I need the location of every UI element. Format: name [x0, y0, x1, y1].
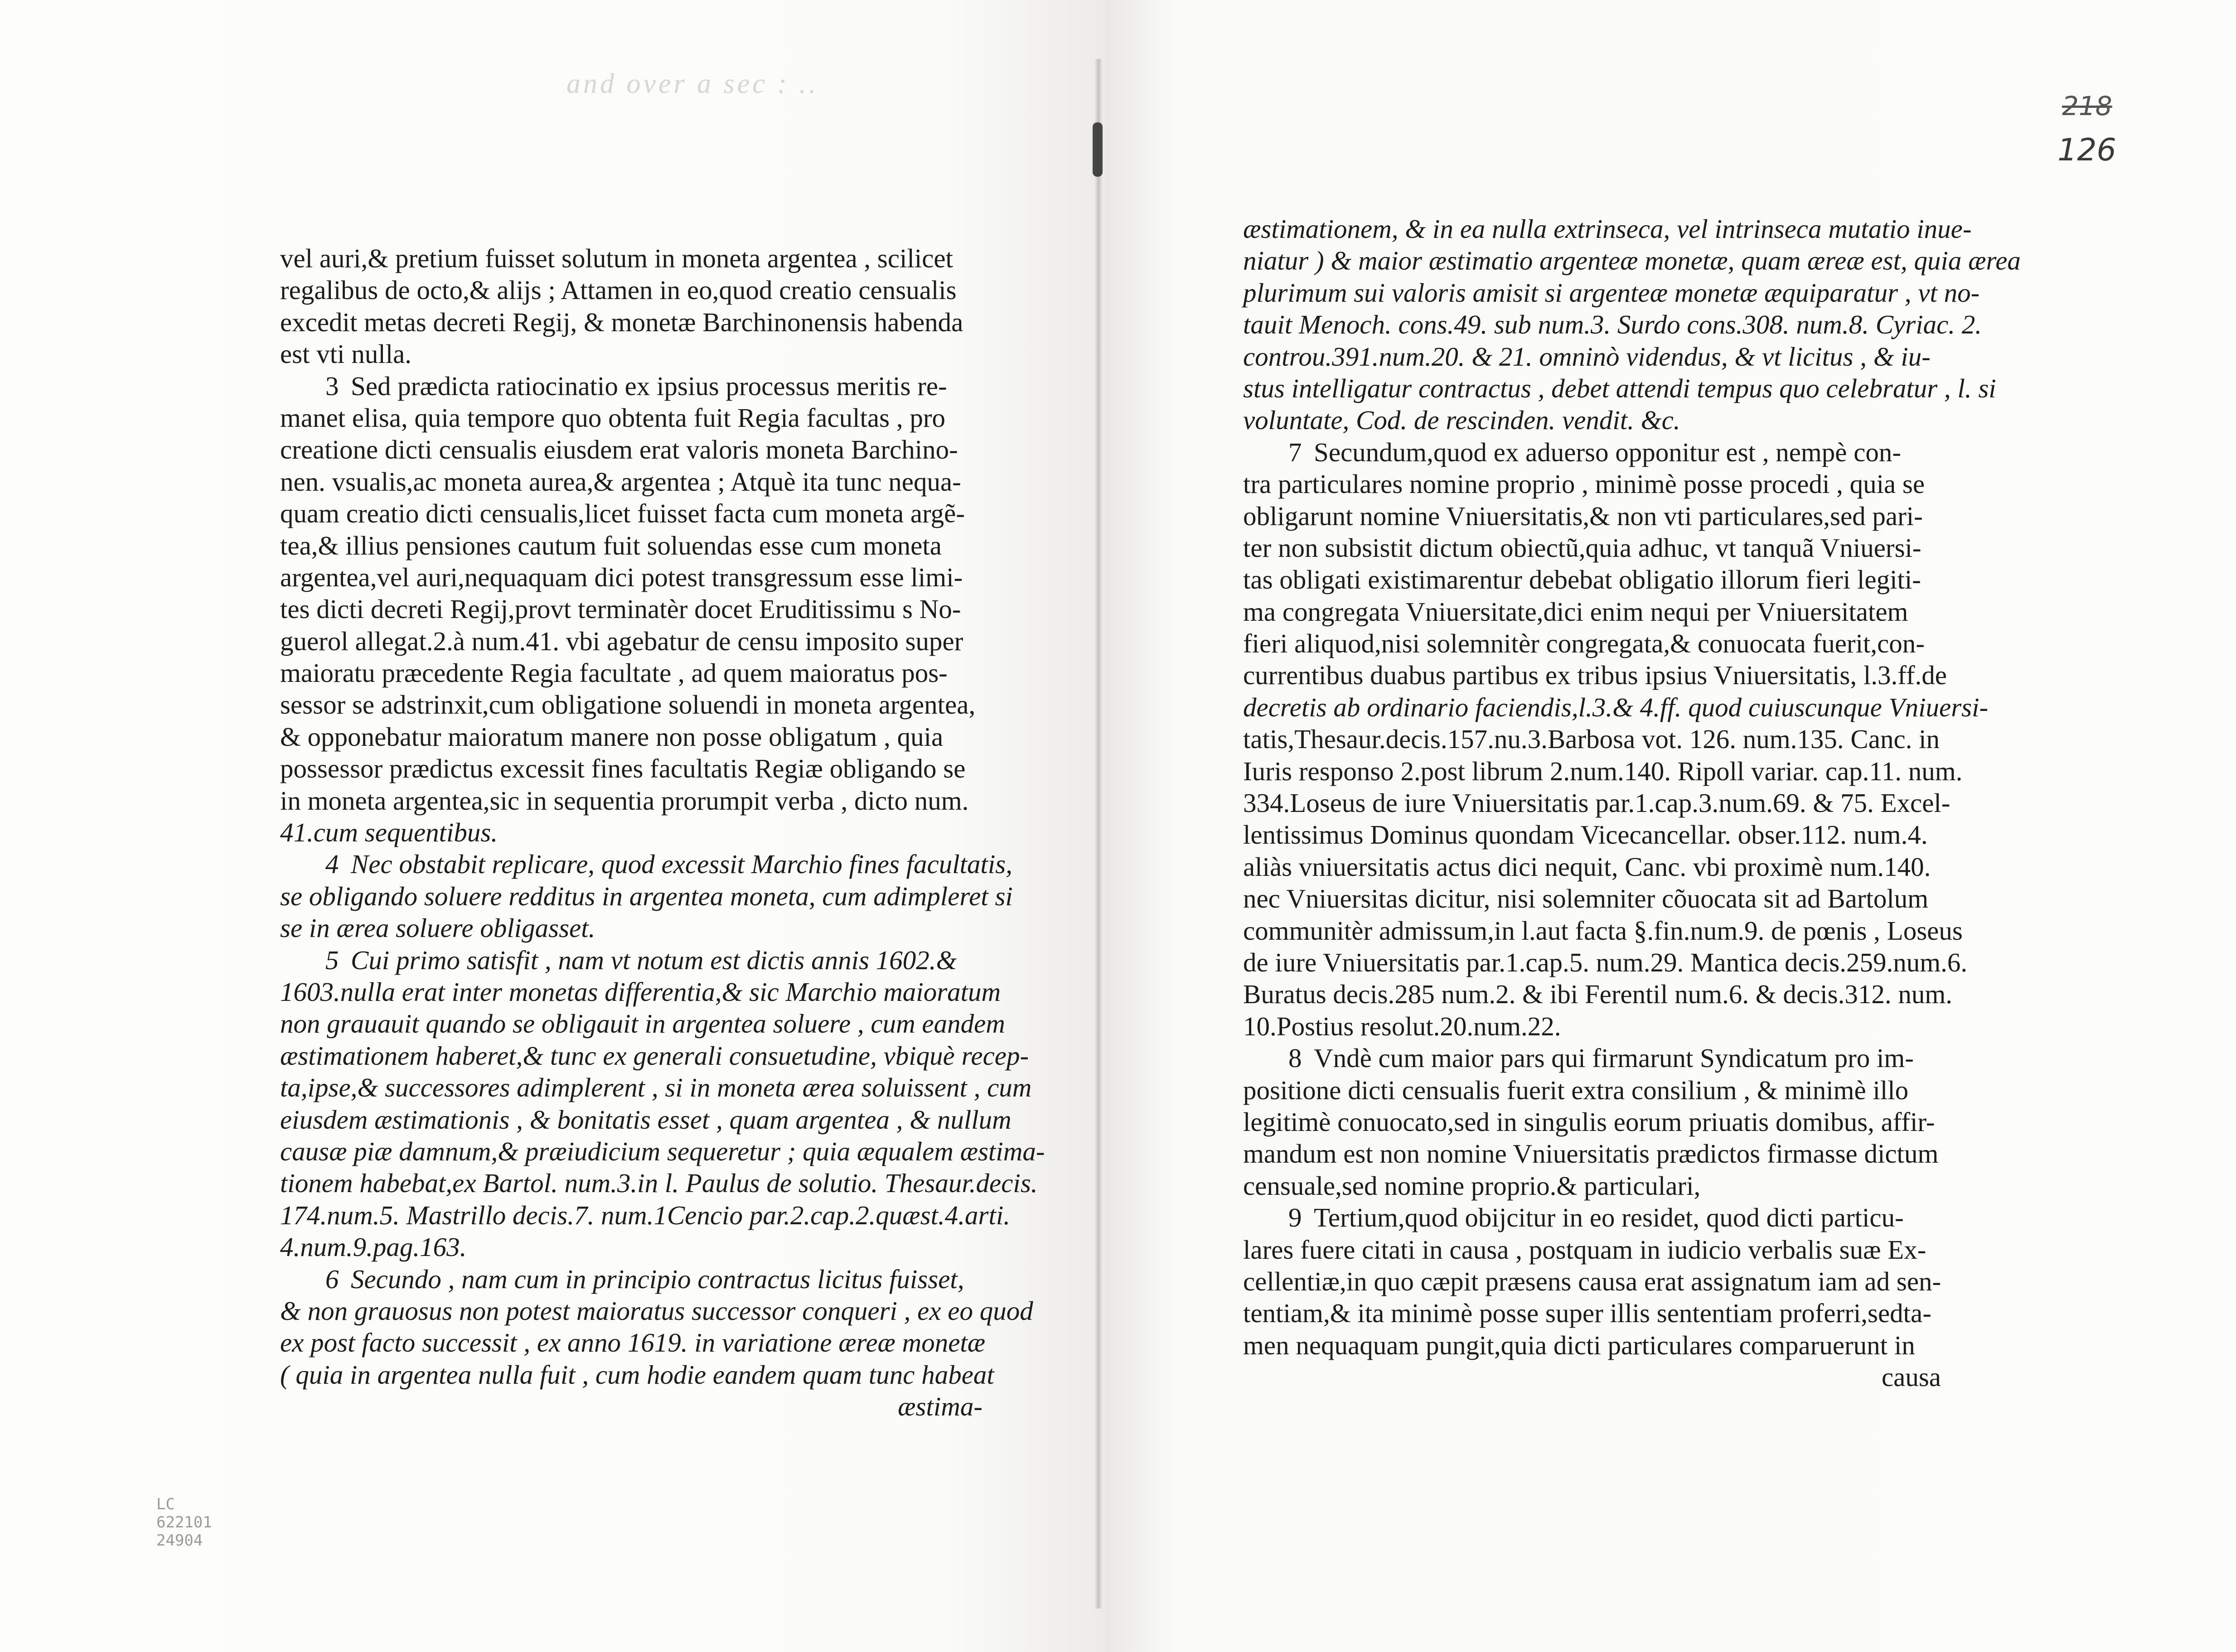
text-line: [280, 880, 1013, 912]
paragraph-number: 3: [325, 371, 339, 401]
text-line: [1243, 755, 1963, 787]
text-line: [1243, 1329, 1959, 1361]
text-line: [1243, 947, 1968, 978]
text-line: [280, 1199, 1011, 1231]
text-line: [280, 338, 1001, 370]
line-text: 41.cum sequentibus.: [280, 817, 498, 848]
text-line: [280, 306, 1001, 338]
paragraph-number: 9: [1288, 1203, 1302, 1233]
line-text: maioratu præcedente Regia facultate , ad quem maioratus pos-: [280, 658, 948, 688]
text-line: [1243, 564, 1959, 595]
line-text: communitèr admissum,in l.aut facta §.fin.num.9. de pœnis , Loseus: [1243, 915, 1963, 946]
line-text: argentea,vel auri,nequaquam dici potest transgressum esse limi-: [280, 562, 963, 592]
line-text: currentibus duabus partibus ex tribus ipsius Vniuersitatis, l.3.ff.de: [1243, 660, 1947, 691]
binding-thread: [1093, 122, 1103, 177]
text-line: [1243, 1074, 1959, 1106]
line-text: guerol allegat.2.à num.41. vbi agebatur de censu imposito super: [280, 626, 963, 656]
text-line: [1243, 787, 1959, 819]
right-page-text: [1243, 213, 2021, 1393]
text-line: [280, 944, 1001, 976]
line-text: tentiam,& ita minimè posse super illis sententiam proferri,sedta-: [1243, 1298, 1931, 1328]
left-page-text: [280, 242, 1045, 1422]
text-line: [280, 912, 1001, 944]
line-text: Vndè cum maior pars qui firmarunt Syndicatum pro im-: [1314, 1043, 1914, 1073]
text-line: [280, 1327, 1001, 1358]
text-line: [1243, 341, 1959, 372]
line-text: ter non subsistit dictum obiectũ,quia adhuc, vt tanquã Vniuersi-: [1243, 532, 1921, 563]
text-line: [1243, 1202, 1959, 1233]
paragraph-number: 5: [325, 945, 339, 975]
text-line: [280, 721, 1001, 753]
line-text: tas obligati existimarentur debebat obligatio illorum fieri legiti-: [1243, 565, 1921, 595]
text-line: [1243, 1042, 1959, 1074]
line-text: non grauauit quando se obligauit in argentea soluere , cum eandem: [280, 1009, 1005, 1039]
line-text: 174.num.5. Mastrillo decis.7. num.1Cencio par.2.cap.2.quæst.4.arti.: [280, 1200, 1011, 1230]
text-line: [280, 753, 1001, 784]
line-text: Tertium,quod obijcitur in eo residet, quod dicti particu-: [1314, 1203, 1904, 1233]
text-line: [1243, 1106, 1959, 1138]
line-text: nec Vniuersitas dicitur, nisi solemniter cõuocata sit ad Bartolum: [1243, 884, 1929, 914]
line-text: causæ piæ damnum,& præiudicium sequeretur ; quia æqualem æstima-: [280, 1136, 1045, 1166]
line-text: æstimationem haberet,& tunc ex generali consuetudine, vbiquè recep-: [280, 1040, 1029, 1071]
text-line: [1243, 1266, 1959, 1297]
text-line: [280, 1231, 1001, 1263]
text-line: [280, 402, 1001, 434]
text-line: [1243, 213, 1972, 245]
text-line: [280, 370, 1001, 402]
text-line: [280, 1391, 1001, 1422]
text-line: [280, 1359, 1001, 1391]
text-line: [280, 1295, 1033, 1327]
text-line: [1243, 1234, 1959, 1266]
text-line: [280, 1167, 1038, 1199]
text-line: [280, 1040, 1029, 1072]
line-text: eiusdem æstimationis , & bonitatis esset , quam argentea , & nullum: [280, 1104, 1012, 1135]
text-line: [280, 1135, 1045, 1167]
line-text: Sed prædicta ratiocinatio ex ipsius processus meritis re-: [351, 371, 947, 401]
line-text: Cui primo satisfit , nam vt notum est dictis annis 1602.&: [351, 945, 957, 975]
line-text: ( quia in argentea nulla fuit , cum hodie eandem quam tunc habeat: [280, 1359, 994, 1390]
text-line: [280, 1263, 1001, 1295]
line-text: nen. vsualis,ac moneta aurea,& argentea ; Atquè ita tunc nequa-: [280, 466, 961, 497]
text-line: [1243, 691, 1989, 723]
line-text: tes dicti decreti Regij,provt terminatèr docet Eruditissimu s No-: [280, 594, 961, 624]
text-line: [280, 530, 1001, 561]
line-text: est vti nulla.: [280, 339, 412, 369]
line-text: quam creatio dicti censualis,licet fuisset facta cum moneta argẽ-: [280, 498, 965, 529]
archive-stamp-line: 622101: [156, 1513, 212, 1531]
line-text: voluntate, Cod. de rescinden. vendit. &c.: [1243, 405, 1680, 435]
text-line: [1243, 532, 1959, 564]
line-text: Iuris responso 2.post librum 2.num.140. Ripoll variar. cap.11. num.: [1243, 756, 1963, 786]
line-text: possessor prædictus excessit fines facultatis Regiæ obligando se: [280, 754, 966, 784]
line-text: se obligando soluere redditus in argentea moneta, cum adimpleret si: [280, 881, 1013, 911]
line-text: lentissimus Dominus quondam Vicecancellar. obser.112. num.4.: [1243, 820, 1928, 850]
line-text: æstimationem, & in ea nulla extrinseca, vel intrinseca mutatio inue-: [1243, 214, 1972, 244]
line-text: se in ærea soluere obligasset.: [280, 913, 595, 943]
bleed-through-text: and over a sec : ..: [566, 68, 819, 99]
text-line: [1243, 1361, 1959, 1393]
line-text: manet elisa, quia tempore quo obtenta fuit Regia facultas , pro: [280, 402, 945, 433]
text-line: [1243, 277, 1980, 309]
text-line: [1243, 309, 1982, 340]
paragraph-number: 8: [1288, 1043, 1302, 1073]
text-line: [280, 785, 1001, 816]
line-text: ta,ipse,& successores adimplerent , si in moneta ærea soluissent , cum: [280, 1072, 1032, 1103]
line-text: mandum est non nomine Vniuersitatis prædictos firmasse dictum: [1243, 1139, 1939, 1169]
text-line: [280, 593, 1001, 625]
text-line: [280, 816, 1001, 848]
text-line: [280, 274, 1001, 306]
text-line: [280, 561, 1001, 593]
line-text: aliàs vniuersitatis actus dici nequit, Canc. vbi proximè num.140.: [1243, 851, 1931, 882]
line-text: cellentiæ,in quo cæpit præsens causa erat assignatum iam ad sen-: [1243, 1266, 1941, 1296]
line-text: sessor se adstrinxit,cum obligatione soluendi in moneta argentea,: [280, 690, 976, 720]
text-line: [1243, 468, 1959, 500]
line-text: censuale,sed nomine proprio.& particulari,: [1243, 1170, 1701, 1201]
line-text: in moneta argentea,sic in sequentia prorumpit verba , dicto num.: [280, 785, 969, 816]
text-line: [1243, 723, 1959, 755]
line-text: legitimè conuocato,sed in singulis eorum priuatis domibus, affir-: [1243, 1106, 1935, 1137]
text-line: [1243, 883, 1959, 914]
text-line: [1243, 1297, 1959, 1329]
line-text: men nequaquam pungit,quia dicti particulares comparuerunt in: [1243, 1330, 1915, 1360]
text-line: [1243, 915, 1963, 947]
paragraph-number: 7: [1288, 437, 1302, 467]
book-gutter: [1094, 59, 1103, 1609]
text-line: [1243, 596, 1959, 628]
line-text: niatur ) & maior æstimatio argenteæ monetæ, quam æreæ est, quia ærea: [1243, 246, 2021, 276]
text-line: [1243, 978, 1959, 1010]
text-line: [1243, 372, 1996, 404]
line-text: & opponebatur maioratum manere non posse obligatum , quia: [280, 721, 944, 752]
text-line: [280, 625, 1001, 657]
line-text: positione dicti censualis fuerit extra consilium , & minimè illo: [1243, 1075, 1909, 1105]
line-text: 334.Loseus de iure Vniuersitatis par.1.cap.3.num.69. & 75. Excel-: [1243, 788, 1950, 818]
text-line: [280, 1104, 1012, 1135]
line-text: obligarunt nomine Vniuersitatis,& non vti particulares,sed pari-: [1243, 501, 1923, 531]
line-text: controu.391.num.20. & 21. omninò videndus, & vt licitus , & iu-: [1243, 341, 1931, 372]
text-line: [280, 689, 1001, 720]
line-text: causa: [1881, 1362, 1941, 1392]
text-line: [280, 976, 1001, 1008]
line-text: tatis,Thesaur.decis.157.nu.3.Barbosa vot. 126. num.135. Canc. in: [1243, 724, 1940, 754]
text-line: [1243, 436, 1959, 468]
text-line: [1243, 1010, 1959, 1042]
text-line: [1243, 851, 1959, 883]
text-line: [1243, 1170, 1959, 1202]
text-line: [280, 848, 1012, 880]
line-text: regalibus de octo,& alijs ; Attamen in eo,quod creatio censualis: [280, 275, 957, 305]
line-text: 10.Postius resolut.20.num.22.: [1243, 1011, 1561, 1041]
line-text: 1603.nulla erat inter monetas differentia,& sic Marchio maioratum: [280, 976, 1001, 1007]
archive-stamp-line: LC: [156, 1495, 175, 1513]
paragraph-number: 4: [325, 849, 339, 879]
line-text: creatione dicti censualis eiusdem erat valoris moneta Barchino-: [280, 435, 958, 465]
text-line: [280, 1072, 1032, 1103]
line-text: 4.num.9.pag.163.: [280, 1232, 467, 1262]
text-line: [1243, 659, 1959, 691]
text-line: [1243, 819, 1959, 850]
line-text: Secundum,quod ex aduerso opponitur est , nempè con-: [1314, 437, 1902, 467]
line-text: vel auri,& pretium fuisset solutum in moneta argentea , scilicet: [280, 243, 953, 273]
line-text: æstima-: [898, 1391, 982, 1422]
text-line: [280, 242, 1001, 274]
line-text: tionem habebat,ex Bartol. num.3.in l. Paulus de solutio. Thesaur.decis.: [280, 1168, 1038, 1198]
line-text: de iure Vniuersitatis par.1.cap.5. num.29. Mantica decis.259.num.6.: [1243, 947, 1968, 977]
line-text: stus intelligatur contractus , debet attendi tempus quo celebratur , l. si: [1243, 373, 1996, 403]
line-text: tea,& illius pensiones cautum fuit soluendas esse cum moneta: [280, 530, 942, 560]
folio-number-new: 126: [2057, 132, 2116, 168]
line-text: Buratus decis.285 num.2. & ibi Ferentil num.6. & decis.312. num.: [1243, 979, 1952, 1010]
archive-stamp-line: 24904: [156, 1531, 203, 1550]
line-text: & non grauosus non potest maioratus successor conqueri , ex eo quod: [280, 1295, 1033, 1326]
line-text: fieri aliquod,nisi solemnitèr congregata,& conuocata fuerit,con-: [1243, 628, 1925, 659]
line-text: tauit Menoch. cons.49. sub num.3. Surdo cons.308. num.8. Cyriac. 2.: [1243, 309, 1982, 340]
line-text: ma congregata Vniuersitate,dici enim nequi per Vniuersitatem: [1243, 596, 1908, 627]
text-line: [280, 434, 1001, 465]
text-line: [1243, 1138, 1959, 1169]
line-text: plurimum sui valoris amisit si argenteæ monetæ æquiparatur , vt no-: [1243, 277, 1980, 308]
archive-stamp: [156, 1495, 212, 1550]
text-line: [280, 466, 1001, 498]
line-text: ex post facto successit , ex anno 1619. in variatione æreæ monetæ: [280, 1328, 986, 1358]
text-line: [1243, 404, 1959, 436]
text-line: [280, 657, 1001, 689]
paragraph-number: 6: [325, 1264, 339, 1294]
line-text: decretis ab ordinario faciendis,l.3.& 4.ff. quod cuiuscunque Vniuersi-: [1243, 692, 1989, 722]
text-line: [280, 1008, 1005, 1039]
text-line: [280, 498, 1001, 529]
line-text: Nec obstabit replicare, quod excessit Marchio fines facultatis,: [351, 849, 1012, 879]
line-text: tra particulares nomine proprio , minimè posse procedi , quia se: [1243, 469, 1925, 499]
text-line: [1243, 245, 2021, 276]
folio-number-old: 218: [2062, 91, 2112, 121]
line-text: Secundo , nam cum in principio contractus licitus fuisset,: [351, 1264, 964, 1294]
line-text: lares fuere citati in causa , postquam in iudicio verbalis suæ Ex-: [1243, 1234, 1926, 1265]
text-line: [1243, 500, 1959, 532]
text-line: [1243, 628, 1959, 659]
line-text: excedit metas decreti Regij, & monetæ Barchinonensis habenda: [280, 307, 963, 337]
